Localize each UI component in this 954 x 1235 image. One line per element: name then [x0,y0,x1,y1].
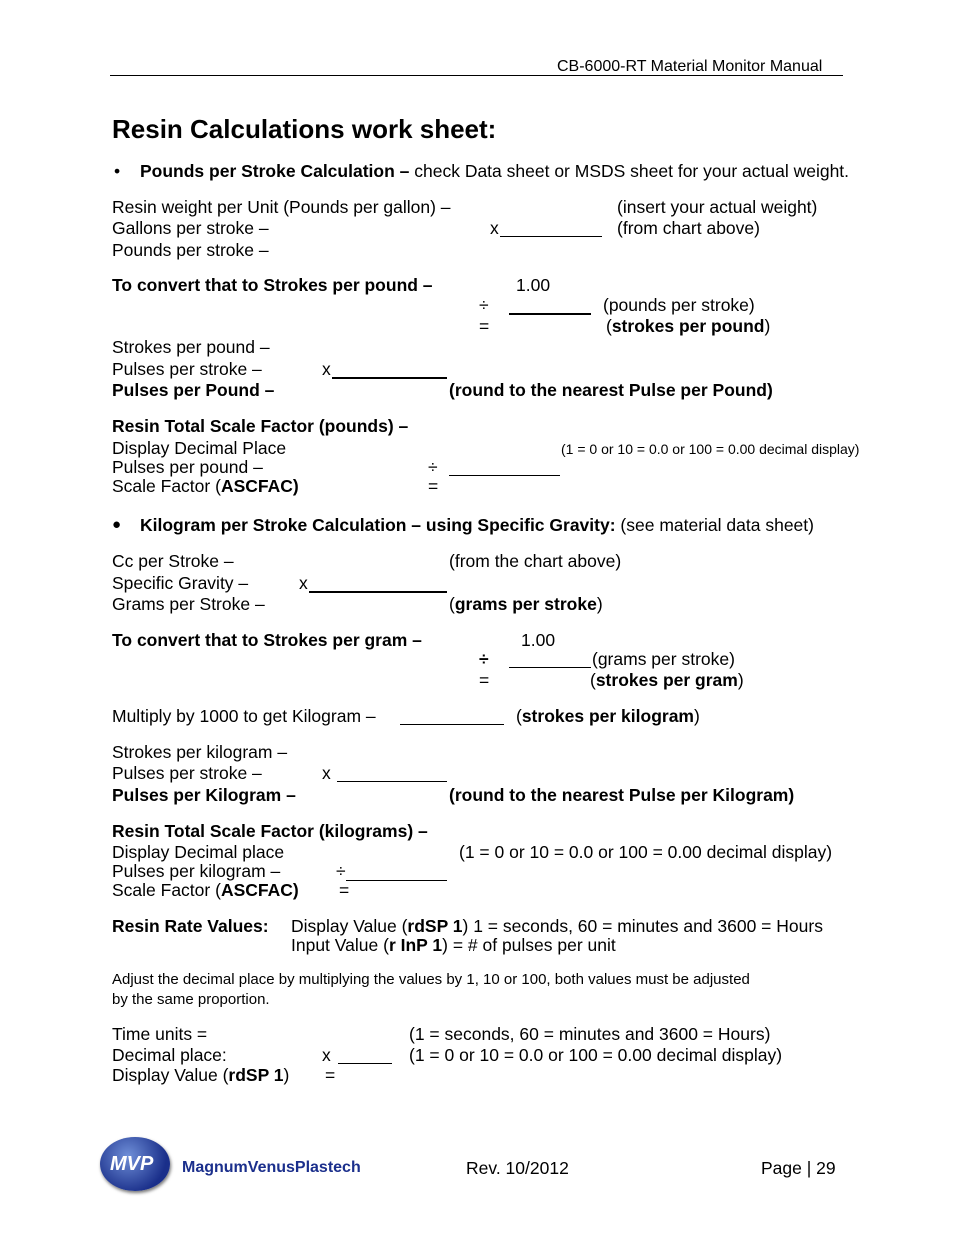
spk-close: ) [693,706,700,726]
display-value-bold: rdSP 1 [228,1065,284,1085]
decimal-note-2: (1 = 0 or 10 = 0.0 or 100 = 0.00 decimal display) [459,842,833,862]
pulses-per-kg2-label: Pulses per kilogram – [112,861,281,881]
times-sign-4: x [322,763,331,783]
equals-sign: = [479,316,490,336]
scale-factor-2-label [112,882,299,900]
resin-weight-label: Resin weight per Unit (Pounds per gallon) – [112,197,451,217]
times-sign-5: x [322,1045,331,1065]
convert-pound-heading: To convert that to Strokes per pound – [112,275,433,295]
rate-display-line [291,918,823,936]
pulses-stroke-2-blank [337,781,447,782]
equals-sign-4: = [339,880,350,900]
display-value-pre: Display Value ( [112,1065,229,1085]
gallons-label: Gallons per stroke – [112,218,269,238]
divide-sign-2: ÷ [428,457,438,477]
rate-input-bold: r InP 1 [388,935,443,955]
multiply-label: Multiply by 1000 to get Kilogram – [112,706,376,726]
equals-sign-2: = [428,476,439,496]
pps-blank [509,313,591,315]
pps-note: (pounds per stroke) [603,295,755,315]
spp-note [606,318,770,336]
section2-heading [140,517,814,535]
gps-bold: grams per stroke [454,594,597,614]
times-sign: x [490,218,499,238]
gallons-blank [500,236,602,237]
strokes-per-kg-label: Strokes per kilogram – [112,742,288,762]
time-units-note: (1 = seconds, 60 = minutes and 3600 = Hours) [409,1024,771,1044]
rate-display-post: ) 1 = seconds, 60 = minutes and 3600 = Hours [462,916,823,936]
spk-note [516,708,700,726]
display-decimal-2-label: Display Decimal place [112,842,285,862]
section2-heading-rest: (see material data sheet) [615,515,814,535]
page-number: Page | 29 [761,1158,836,1178]
section1-heading-bold: Pounds per Stroke Calculation – [140,161,410,181]
rate-input-post: ) = # of pulses per unit [442,935,616,955]
cc-note: (from the chart above) [449,551,622,571]
sg-blank [309,591,447,593]
display-value-post: ) [283,1065,290,1085]
one-value: 1.00 [516,275,551,295]
decimal-place-note: (1 = 0 or 10 = 0.0 or 100 = 0.00 decimal display) [409,1045,783,1065]
bullet-1: • [114,161,121,181]
section2-heading-bold: Kilogram per Stroke Calculation – using Specific Gravity: [140,515,616,535]
pulses-per-pound-label: Pulses per Pound – [112,380,275,400]
times-sign-2: x [322,359,331,379]
pulses-per-stroke-label: Pulses per stroke – [112,359,262,379]
pulses-per-stroke-2-label: Pulses per stroke – [112,763,262,783]
resin-weight-note: (insert your actual weight) [617,197,818,217]
rate-input-pre: Input Value ( [291,935,389,955]
scale-factor-bold: ASCFAC) [220,476,299,496]
adjust-line-2: by the same proportion. [112,991,270,1008]
multiply-blank [400,724,504,725]
scale-factor-2-bold: ASCFAC) [220,880,299,900]
cc-label: Cc per Stroke – [112,551,234,571]
scale-pounds-heading: Resin Total Scale Factor (pounds) – [112,416,409,436]
scale-kg-heading: Resin Total Scale Factor (kilograms) – [112,821,428,841]
grams-label: Grams per Stroke – [112,594,265,614]
scale-factor-label [112,478,299,496]
strokes-per-pound-label: Strokes per pound – [112,337,270,357]
header-rule [110,75,843,76]
spp-bold: strokes per pound [611,316,765,336]
page-title: Resin Calculations work sheet: [112,114,497,144]
gps-note: (grams per stroke) [592,649,735,669]
times-sign-3: x [299,573,308,593]
pulses-stroke-blank [332,377,447,379]
display-value-label [112,1067,289,1085]
round-pound-note: (round to the nearest Pulse per Pound) [449,380,773,400]
one-value-2: 1.00 [521,630,556,650]
revision: Rev. 10/2012 [466,1158,569,1178]
divide-sign: ÷ [479,295,489,315]
decimal-note-small: (1 = 0 or 10 = 0.0 or 100 = 0.00 decimal display) [561,441,860,457]
pulses-per-pound2-label: Pulses per pound – [112,457,263,477]
spp-close: ) [764,316,771,336]
display-decimal-label: Display Decimal Place [112,438,287,458]
scale-factor-2-pre: Scale Factor ( [112,880,221,900]
section1-heading [140,163,849,181]
round-kg-note: (round to the nearest Pulse per Kilogram) [449,785,795,805]
decimal-place-blank [338,1063,392,1064]
rate-label: Resin Rate Values: [112,916,269,936]
ppp-blank [449,475,560,476]
ppk-blank [346,880,447,881]
rate-input-line [291,937,616,955]
spk-open: ( [516,706,522,726]
header-title: CB-6000-RT Material Monitor Manual [557,58,823,75]
adjust-line-1: Adjust the decimal place by multiplying the values by 1, 10 or 100, both values must be adjusted [112,971,750,988]
sg-label: Specific Gravity – [112,573,249,593]
rate-display-pre: Display Value ( [291,916,408,936]
rate-display-bold: rdSP 1 [407,916,463,936]
pulses-per-kg-label: Pulses per Kilogram – [112,785,296,805]
spg-open: ( [590,670,596,690]
convert-gram-heading: To convert that to Strokes per gram – [112,630,422,650]
spg-note [590,672,744,690]
gallons-note: (from chart above) [617,218,760,238]
gps-blank [509,667,591,668]
spg-close: ) [737,670,744,690]
logo-text: MagnumVenusPlastech [182,1159,361,1176]
spp-open: ( [606,316,612,336]
pounds-label: Pounds per stroke – [112,240,269,260]
decimal-place-label: Decimal place: [112,1045,227,1065]
spk-bold: strokes per kilogram [521,706,694,726]
logo [100,1134,390,1194]
bullet-2: ● [112,516,122,533]
equals-sign-3: = [479,670,490,690]
time-units-label: Time units = [112,1024,208,1044]
spg-bold: strokes per gram [595,670,738,690]
divide-sign-3: ÷ [479,649,489,669]
section1-heading-rest: check Data sheet or MSDS sheet for your actual weight. [409,161,850,181]
divide-sign-4: ÷ [336,861,346,881]
gps-close: ) [596,594,603,614]
gps-open: ( [449,594,455,614]
logo-badge-text: MVP [110,1153,154,1175]
equals-sign-5: = [325,1065,336,1085]
scale-factor-pre: Scale Factor ( [112,476,221,496]
gps-label [449,596,603,614]
